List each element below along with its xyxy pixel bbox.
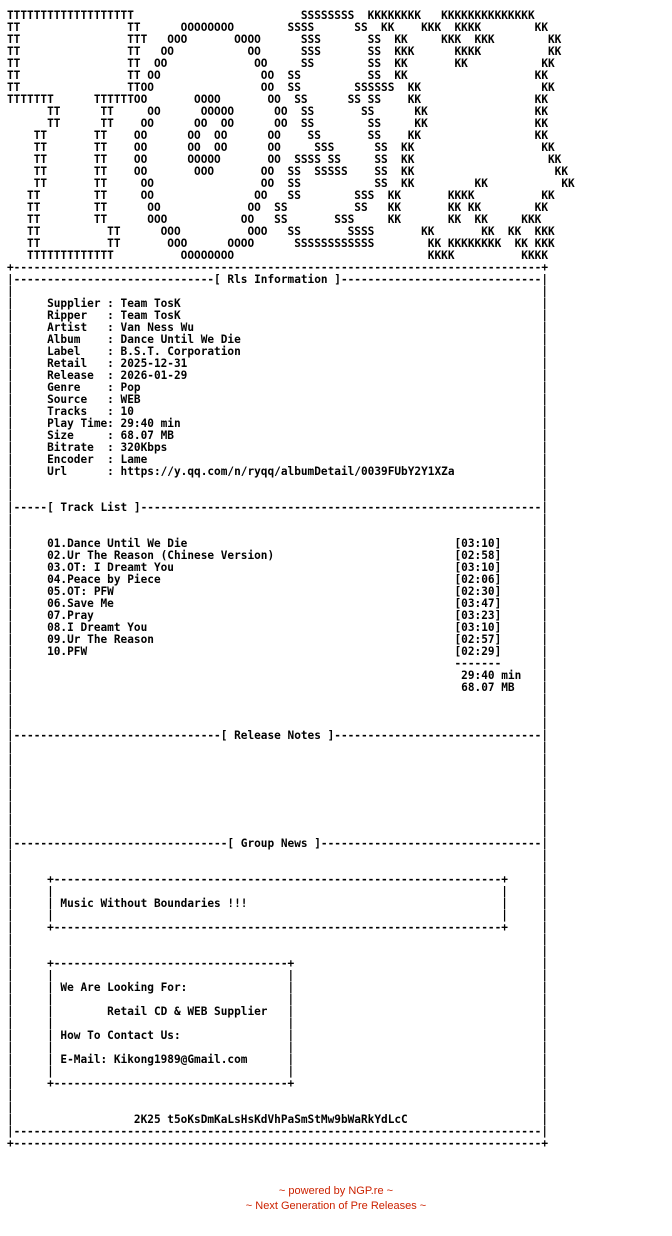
nfo-line: |------------------------------[ Rls Information ]------------------------------| xyxy=(7,273,548,286)
nfo-line: | 08.I Dreamt You [03:10] | xyxy=(7,621,548,634)
nfo-line: |--------------------------------[ Group News ]---------------------------------| xyxy=(7,837,548,850)
nfo-text-block xyxy=(7,10,575,1150)
nfo-line: TT TT OO OO SS SSS KK KKKK KK xyxy=(7,189,555,202)
nfo-line: TT TT OO OO OO OO SS SS KK KK xyxy=(7,129,548,142)
nfo-line: | Release : 2026-01-29 | xyxy=(7,369,548,382)
nfo-line: TT TT OO OO SS SS KK KK KK xyxy=(7,57,555,70)
nfo-line: TT TT OOOOOOOO SSSS SS KK KKK KKKK KK xyxy=(7,21,548,34)
nfo-line: | | | | xyxy=(7,969,548,982)
nfo-line: | | xyxy=(7,777,548,790)
nfo-line: | 10.PFW [02:29] | xyxy=(7,645,548,658)
nfo-line: | | xyxy=(7,717,548,730)
nfo-line: +-------------------------------------------------------------------------------+ xyxy=(7,261,548,274)
nfo-line: TT TT OO OOOOO OO SSSS SS SS KK KK xyxy=(7,153,562,166)
nfo-line: | +-------------------------------------------------------------------+ | xyxy=(7,873,548,886)
nfo-line: | | xyxy=(7,849,548,862)
nfo-line: | +-----------------------------------+ | xyxy=(7,957,548,970)
nfo-line: | Album : Dance Until We Die | xyxy=(7,333,548,346)
nfo-line: | +-----------------------------------+ | xyxy=(7,1077,548,1090)
nfo-line: | | xyxy=(7,285,548,298)
nfo-line: | | xyxy=(7,801,548,814)
nfo-line: TT TTT OOO OOOO SSS SS KK KKK KKK KK xyxy=(7,33,562,46)
nfo-line: | Source : WEB | xyxy=(7,393,548,406)
nfo-line: | | xyxy=(7,693,548,706)
nfo-viewer-footer xyxy=(0,1184,672,1214)
nfo-line: | | xyxy=(7,705,548,718)
nfo-line: | | xyxy=(7,477,548,490)
nfo-line: | | How To Contact Us: | | xyxy=(7,1029,548,1042)
nfo-line: | | xyxy=(7,1089,548,1102)
nfo-line: | | xyxy=(7,933,548,946)
nfo-line: | Genre : Pop | xyxy=(7,381,548,394)
nfo-line: TT TT OO OOOOO OO SS SS KK KK xyxy=(7,105,548,118)
nfo-line: | | xyxy=(7,945,548,958)
nfo-line: | Tracks : 10 | xyxy=(7,405,548,418)
nfo-line: | 02.Ur The Reason (Chinese Version) [02:58] | xyxy=(7,549,548,562)
nfo-line: | | xyxy=(7,825,548,838)
nfo-line: | | xyxy=(7,489,548,502)
nfo-line: | | Retail CD & WEB Supplier | | xyxy=(7,1005,548,1018)
nfo-line: | Label : B.S.T. Corporation | xyxy=(7,345,548,358)
nfo-line: TT TT OO OO OO OO SSS SS KK KK xyxy=(7,141,555,154)
nfo-line: | Play Time: 29:40 min | xyxy=(7,417,548,430)
nfo-line: TT TT OO OO OO OO SS SS KK KK xyxy=(7,117,548,130)
nfo-line: | 07.Pray [03:23] | xyxy=(7,609,548,622)
nfo-line: | 2K25 t5oKsDmKaLsHsKdVhPaSmStMw9bWaRkYdLcC | xyxy=(7,1113,548,1126)
nfo-line: | Size : 68.07 MB | xyxy=(7,429,548,442)
nfo-line: | 06.Save Me [03:47] | xyxy=(7,597,548,610)
nfo-line: TT TTOO OO SS SSSSSS KK KK xyxy=(7,81,555,94)
nfo-line: TTTTTTTTTTTTT OOOOOOOO KKKK KKKK xyxy=(7,249,548,262)
tagline-text: ~ Next Generation of Pre Releases ~ xyxy=(245,1200,427,1212)
nfo-line: TT TT OO OO SS SS KK KK xyxy=(7,69,548,82)
nfo-line: | | | | xyxy=(7,885,548,898)
nfo-line: | | xyxy=(7,525,548,538)
nfo-line: | | xyxy=(7,513,548,526)
nfo-line: | | xyxy=(7,765,548,778)
nfo-line: TT TT OO OO SS SS KK KK KK xyxy=(7,177,575,190)
nfo-line: | | | | xyxy=(7,1041,548,1054)
nfo-line: | Bitrate : 320Kbps | xyxy=(7,441,548,454)
nfo-line: | 09.Ur The Reason [02:57] | xyxy=(7,633,548,646)
nfo-line: | | | | xyxy=(7,1065,548,1078)
nfo-line: TT TT OO OO SS SS KK KK KK KK xyxy=(7,201,548,214)
nfo-line: TTTTTTT TTTTTTOO OOOO OO SS SS SS KK KK xyxy=(7,93,548,106)
nfo-line: |-----[ Track List ]------------------------------------------------------------| xyxy=(7,501,548,514)
nfo-line: TT TT OOO OO SS SSS KK KK KK KKK xyxy=(7,213,542,226)
nfo-line: | +-------------------------------------------------------------------+ | xyxy=(7,921,548,934)
nfo-line: | Url : https://y.qq.com/n/ryqq/albumDetail/0039FUbY2Y1XZa | xyxy=(7,465,548,478)
nfo-line: | 68.07 MB | xyxy=(7,681,548,694)
nfo-line: | | We Are Looking For: | | xyxy=(7,981,548,994)
nfo-line: |-------------------------------------------------------------------------------| xyxy=(7,1125,548,1138)
nfo-line: | Encoder : Lame | xyxy=(7,453,548,466)
nfo-line: TT TT OO OOO OO SS SSSSS SS KK KK xyxy=(7,165,569,178)
nfo-line: TT TT OO OO SSS SS KKK KKKK KK xyxy=(7,45,562,58)
nfo-line: | | xyxy=(7,753,548,766)
nfo-line: TT TT OOO OOOO SSSSSSSSSSSS KK KKKKKKKK KK KKK xyxy=(7,237,555,250)
powered-by-text: ~ powered by NGP.re ~ xyxy=(278,1185,394,1197)
nfo-line: |-------------------------------[ Release Notes ]-------------------------------| xyxy=(7,729,548,742)
nfo-line: | Ripper : Team TosK | xyxy=(7,309,548,322)
nfo-line: TT TT OOO OOO SS SSSS KK KK KK KKK xyxy=(7,225,555,238)
nfo-line: | ------- | xyxy=(7,657,548,670)
nfo-line: | | xyxy=(7,861,548,874)
nfo-line: | | Music Without Boundaries !!! | | xyxy=(7,897,548,910)
nfo-line: | | xyxy=(7,813,548,826)
nfo-line: | 05.OT: PFW [02:30] | xyxy=(7,585,548,598)
nfo-line: | 03.OT: I Dreamt You [03:10] | xyxy=(7,561,548,574)
nfo-line: | 29:40 min | xyxy=(7,669,548,682)
nfo-line: | Artist : Van Ness Wu | xyxy=(7,321,548,334)
nfo-line: | | E-Mail: Kikong1989@Gmail.com | | xyxy=(7,1053,548,1066)
nfo-line: | | | | xyxy=(7,993,548,1006)
nfo-line: | | | | xyxy=(7,1017,548,1030)
nfo-line: | Supplier : Team TosK | xyxy=(7,297,548,310)
nfo-line: | | xyxy=(7,741,548,754)
nfo-line: TTTTTTTTTTTTTTTTTTT SSSSSSSS KKKKKKKK KKKKKKKKKKKKKK xyxy=(7,9,535,22)
nfo-line: | 01.Dance Until We Die [03:10] | xyxy=(7,537,548,550)
nfo-line: | 04.Peace by Piece [02:06] | xyxy=(7,573,548,586)
nfo-line: | | xyxy=(7,1101,548,1114)
nfo-line: | Retail : 2025-12-31 | xyxy=(7,357,548,370)
nfo-line: | | xyxy=(7,789,548,802)
nfo-line: | | | | xyxy=(7,909,548,922)
nfo-line: +-------------------------------------------------------------------------------+ xyxy=(7,1137,548,1150)
